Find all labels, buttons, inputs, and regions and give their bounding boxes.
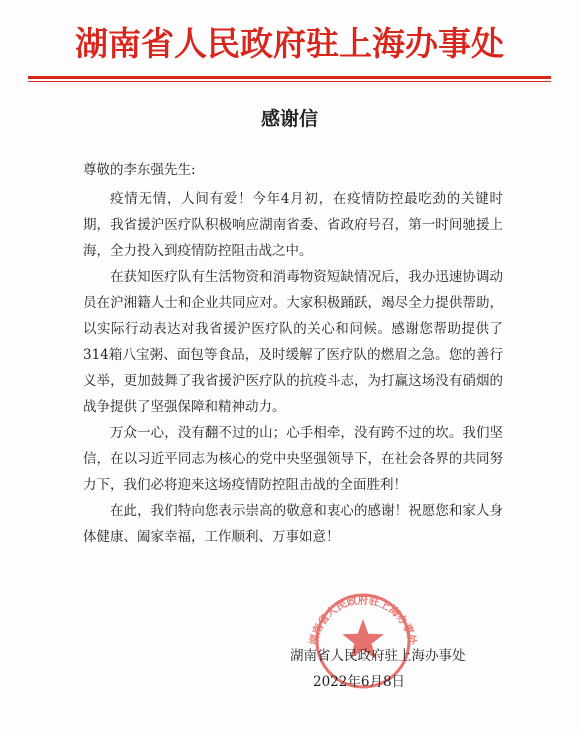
letterhead-rule-thick <box>28 76 551 79</box>
paragraph-2: 在获知医疗队有生活物资和消毒物资短缺情况后，我办迅速协调动员在沪湘籍人士和企业共同应对。大家积极踊跃，竭尽全力提供帮助，以实际行动表达对我省援沪医疗队的关心和问候。感谢您帮助提供了314箱八宝粥、面包等食品，及时缓解了医疗队的燃眉之急。您的善行义举，更加鼓舞了我省援沪医疗队的抗疫斗志，为打赢这场没有硝烟的战争提供了坚强保障和精神动力。 <box>83 269 503 415</box>
paragraph-1: 疫情无情，人间有爱！今年4月初，在疫情防控最吃劲的关键时期，我省援沪医疗队积极响应湖南省委、省政府号召，第一时间驰援上海，全力投入到疫情防控阻击战之中。 <box>83 191 503 259</box>
signature-date: 2022年6月8日 <box>313 674 406 690</box>
paragraph-3: 万众一心，没有翻不过的山；心手相牵，没有跨不过的坎。我们坚信，在以习近平同志为核心的党中央坚强领导下，在社会各界的共同努力下，我们必将迎来这场疫情防控阻击战的全面胜利！ <box>83 425 503 493</box>
signature-org: 湖南省人民政府驻上海办事处 <box>290 648 466 664</box>
letter-title: 感谢信 <box>260 108 318 130</box>
paragraph-4: 在此，我们特向您表示崇高的敬意和衷心的感谢！祝愿您和家人身体健康、阖家幸福，工作顺利、万事如意！ <box>83 503 503 545</box>
letterhead-title: 湖南省人民政府驻上海办事处 <box>75 24 504 63</box>
letter-body <box>83 186 503 550</box>
salutation: 尊敬的李东强先生: <box>83 162 196 178</box>
letterhead-rule-thin <box>28 81 551 82</box>
seal-text: 湖南省人民政府驻上海办事处 <box>308 594 418 647</box>
